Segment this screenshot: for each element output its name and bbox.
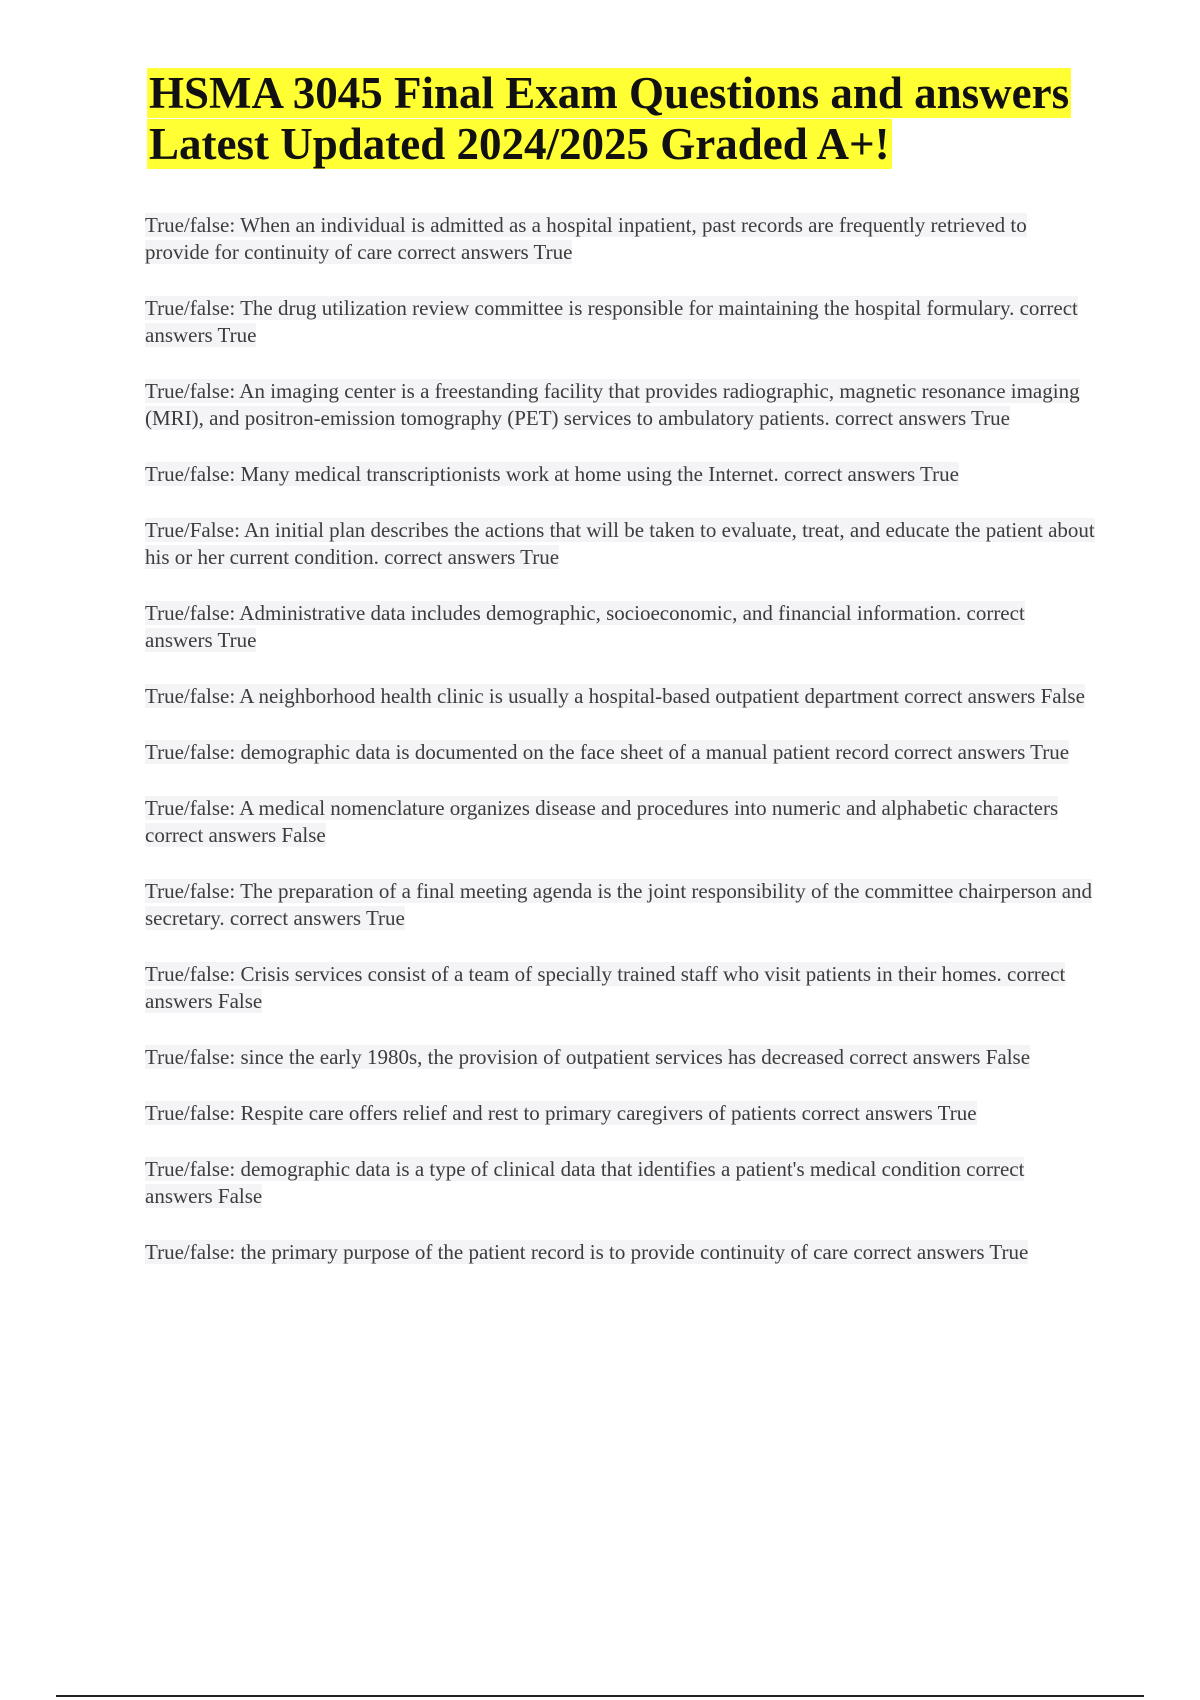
question-item: True/false: When an individual is admitted as a hospital inpatient, past records are frequently retrieved to provide for continuity of care correct answers True (145, 213, 1027, 264)
question-item: True/false: A neighborhood health clinic is usually a hospital-based outpatient department correct answers False (145, 684, 1085, 708)
footer-rule (56, 1695, 1144, 1697)
question-item: True/false: Crisis services consist of a team of specially trained staff who visit patients in their homes. correct answers False (145, 962, 1066, 1013)
question-item: True/false: The preparation of a final meeting agenda is the joint responsibility of the committee chairperson and secretary. correct answers True (145, 879, 1093, 930)
question-item: True/false: demographic data is a type of clinical data that identifies a patient's medical condition correct answers False (145, 1157, 1025, 1208)
question-item: True/false: Many medical transcriptionists work at home using the Internet. correct answers True (145, 462, 959, 486)
question-item: True/false: demographic data is documented on the face sheet of a manual patient record correct answers True (145, 740, 1070, 764)
question-list (145, 212, 1095, 1266)
page-title (147, 68, 1137, 170)
question-item: True/false: Administrative data includes demographic, socioeconomic, and financial information. correct answers True (145, 601, 1025, 652)
question-item: True/false: since the early 1980s, the provision of outpatient services has decreased correct answers False (145, 1045, 1031, 1069)
question-item: True/false: An imaging center is a freestanding facility that provides radiographic, magnetic resonance imaging (MRI), and positron-emission tomography (PET) services to ambulatory patients. correct answers True (145, 379, 1080, 430)
question-item: True/false: the primary purpose of the patient record is to provide continuity of care correct answers True (145, 1240, 1029, 1264)
title-line-2: Latest Updated 2024/2025 Graded A+! (149, 119, 890, 169)
title-line-1: HSMA 3045 Final Exam Questions and answers (149, 68, 1070, 118)
question-item: True/false: A medical nomenclature organizes disease and procedures into numeric and alphabetic characters correct answers False (145, 796, 1059, 847)
question-item: True/False: An initial plan describes the actions that will be taken to evaluate, treat, and educate the patient about his or her current condition. correct answers True (145, 518, 1095, 569)
question-item: True/false: The drug utilization review committee is responsible for maintaining the hospital formulary. correct answers True (145, 296, 1078, 347)
question-item: True/false: Respite care offers relief and rest to primary caregivers of patients correct answers True (145, 1101, 977, 1125)
